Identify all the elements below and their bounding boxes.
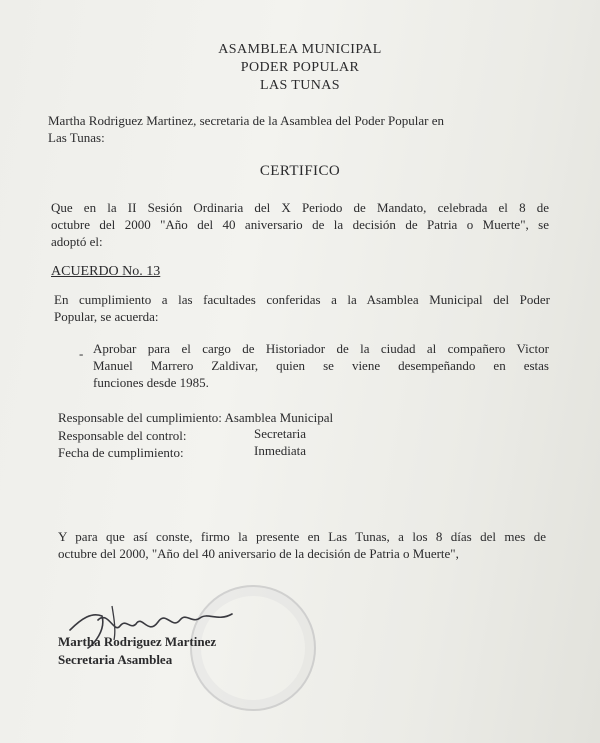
header-line-2: PODER POPULAR (240, 60, 360, 75)
header-line-1: ASAMBLEA MUNICIPAL (218, 42, 382, 57)
list-bullet: - (79, 346, 84, 361)
intro-line-1: Martha Rodriguez Martinez, secretaria de la Asamblea del Poder Popular en (48, 113, 444, 128)
signatory-role: Secretaria Asamblea (58, 652, 173, 667)
agreement-intro-line-1: En cumplimiento a las facultades conferidas a la Asamblea Municipal del Poder (54, 292, 550, 307)
body-line-1: Que en la II Sesión Ordinaria del X Periodo de Mandato, celebrada el 8 de (51, 200, 549, 215)
agreement-title: ACUERDO No. 13 (51, 264, 161, 279)
agreement-item-line-3: funciones desde 1985. (93, 375, 209, 390)
closing-line-1: Y para que así conste, firmo la presente en Las Tunas, a los 8 días del mes de (58, 529, 546, 544)
agreement-intro-line-2: Popular, se acuerda: (54, 309, 159, 324)
responsible-control-label: Responsable del control: (58, 428, 187, 443)
certifico-title: CERTIFICO (259, 163, 341, 179)
agreement-item-line-2: Manuel Marrero Zaldivar, quien se viene desempeñando en estas (93, 358, 549, 373)
intro-line-2: Las Tunas: (48, 130, 105, 145)
body-line-3: adoptó el: (51, 234, 103, 249)
responsible-control-value: Secretaria (254, 426, 306, 441)
body-line-2: octubre del 2000 "Año del 40 aniversario de la decisión de Patria o Muerte", se (51, 217, 549, 232)
responsible-compliance: Responsable del cumplimiento: Asamblea Municipal (58, 410, 334, 425)
closing-line-2: octubre del 2000, "Año del 40 aniversario de la decisión de Patria o Muerte", (58, 546, 459, 561)
compliance-date-value: Inmediata (254, 443, 306, 458)
compliance-date-label: Fecha de cumplimiento: (58, 445, 184, 460)
signatory-name: Martha Rodriguez Martinez (58, 634, 217, 649)
header-line-3: LAS TUNAS (260, 78, 340, 93)
agreement-item-line-1: Aprobar para el cargo de Historiador de la ciudad al compañero Victor (93, 341, 549, 356)
